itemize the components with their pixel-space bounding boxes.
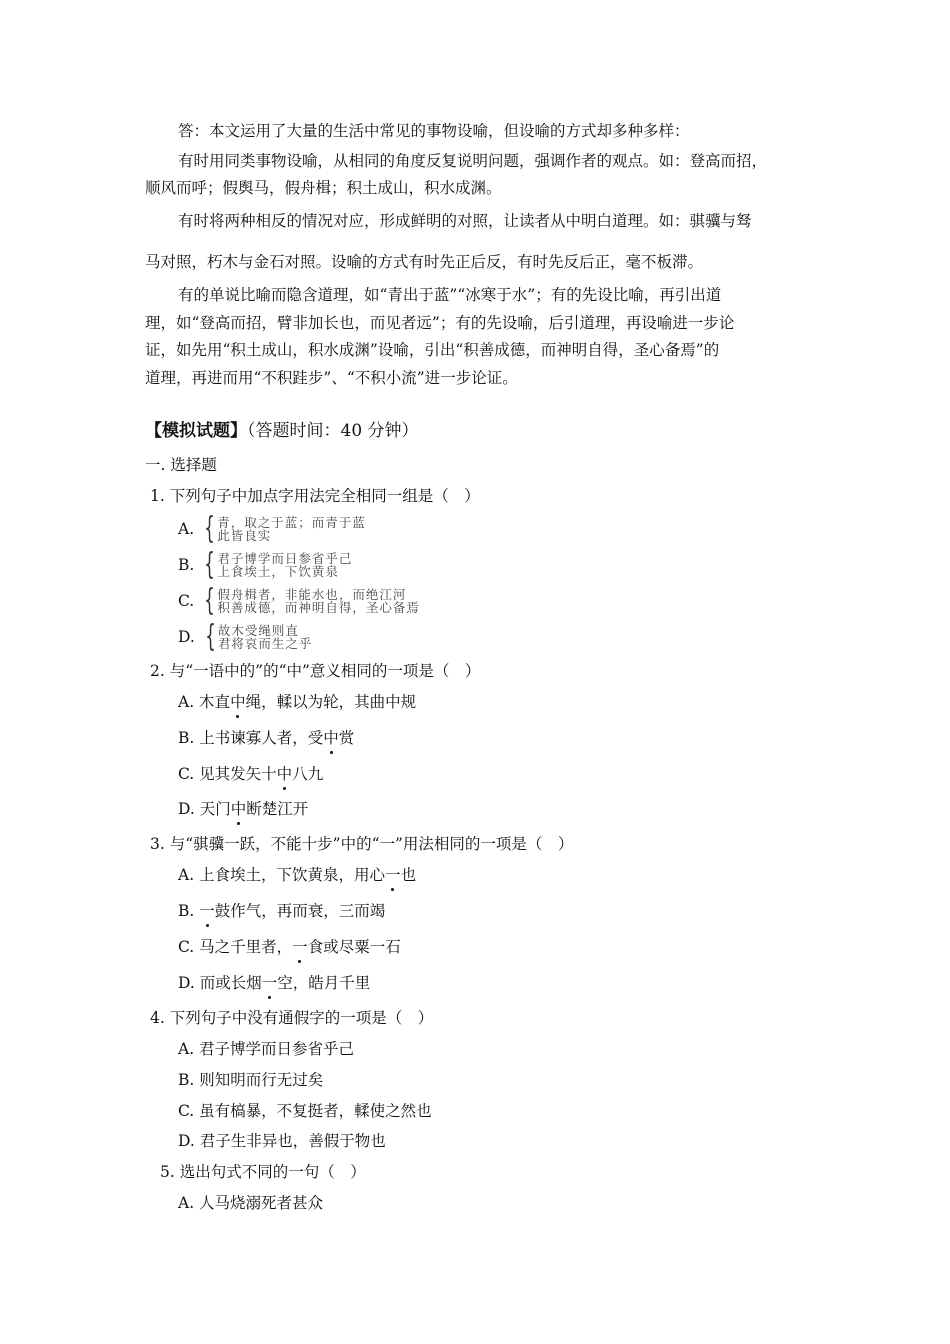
option-line-2: 积善成德，而神明自得，圣心备焉 bbox=[217, 600, 420, 615]
question-1-stem: 1. 下列句子中加点字用法完全相同一组是（ ） bbox=[150, 487, 480, 505]
option-line-1: 假舟楫者，非能水也，而绝江河 bbox=[217, 587, 407, 602]
option-text: 鼓作气，再而衰，三而竭 bbox=[214, 902, 386, 920]
part-heading: 一. 选择题 bbox=[145, 456, 217, 474]
question-3-option-a bbox=[178, 864, 416, 886]
question-2-option-c bbox=[178, 763, 323, 785]
section-title: 【模拟试题】 bbox=[145, 421, 247, 441]
dotted-char: 中 bbox=[230, 800, 247, 818]
dotted-char: 中 bbox=[276, 765, 293, 783]
option-line-2: 君将哀而生之乎 bbox=[217, 636, 313, 651]
answer-paragraph-2-line-1: 有时用同类事物设喻，从相同的角度反复说明问题，强调作者的观点。如：登高而招， bbox=[178, 152, 768, 170]
option-text: C. 见其发矢十 bbox=[178, 765, 277, 783]
question-4-option-a: A. 君子博学而日参省乎己 bbox=[178, 1040, 355, 1058]
brace-icon: { bbox=[204, 511, 215, 546]
option-text: D. 天门 bbox=[178, 800, 231, 818]
option-line-1: 君子博学而日参省乎己 bbox=[217, 551, 353, 566]
option-text: D. 而或长烟 bbox=[178, 974, 262, 992]
section-heading bbox=[145, 420, 419, 442]
option-label: B. bbox=[178, 556, 195, 574]
question-3-option-b bbox=[178, 900, 385, 922]
dotted-char: 一 bbox=[199, 902, 215, 920]
option-text: 断楚江开 bbox=[246, 800, 309, 818]
dotted-char: 一 bbox=[292, 938, 308, 956]
question-2-stem: 2. 与“一语中的”的“中”意义相同的一项是（ ） bbox=[150, 662, 481, 680]
question-2-option-a bbox=[178, 691, 416, 713]
option-text: B. bbox=[178, 902, 200, 920]
brace-icon: { bbox=[204, 547, 216, 582]
dotted-char: 中 bbox=[323, 729, 339, 747]
option-lines bbox=[217, 552, 352, 578]
option-text: B. 上书谏寡人者，受 bbox=[178, 729, 324, 747]
question-1-option-d bbox=[178, 619, 313, 654]
answer-paragraph-3-line-1: 有时将两种相反的情况对应，形成鲜明的对照，让读者从中明白道理。如：骐骥与驽 bbox=[178, 212, 752, 230]
option-text: A. 木直 bbox=[178, 693, 231, 711]
dotted-char: 中 bbox=[230, 693, 246, 711]
question-3-stem: 3. 与“骐骥一跃，不能十步”中的“一”用法相同的一项是（ ） bbox=[150, 835, 574, 853]
option-label: D. bbox=[178, 628, 195, 646]
option-line-2: 此皆良实 bbox=[217, 528, 272, 543]
brace-icon: { bbox=[204, 583, 216, 618]
answer-paragraph-4-line-4: 道理，再进而用“不积跬步”、“不积小流”进一步论证。 bbox=[145, 369, 518, 387]
question-4-stem: 4. 下列句子中没有通假字的一项是（ ） bbox=[150, 1009, 434, 1027]
question-4-option-b: B. 则知明而行无过矣 bbox=[178, 1071, 324, 1089]
question-3-option-d bbox=[178, 972, 370, 994]
question-2-option-d bbox=[178, 798, 308, 820]
option-line-2: 上食埃土，下饮黄泉 bbox=[217, 564, 339, 579]
option-lines bbox=[217, 516, 366, 542]
option-text: 食或尽粟一石 bbox=[307, 938, 401, 956]
question-3-option-c bbox=[178, 936, 401, 958]
option-text: 也 bbox=[400, 866, 417, 884]
option-text: A. 上食埃土，下饮黄泉，用心 bbox=[178, 866, 386, 884]
answer-paragraph-2-line-2: 顺风而呼；假舆马，假舟楫；积土成山，积水成渊。 bbox=[145, 179, 502, 197]
answer-paragraph-3-line-2: 马对照，朽木与金石对照。设喻的方式有时先正后反，有时先反后正，毫不板滞。 bbox=[145, 253, 704, 271]
question-5-stem: 5. 选出句式不同的一句（ ） bbox=[160, 1163, 366, 1181]
option-label: A. bbox=[178, 520, 195, 538]
option-text: 绳，輮以为轮，其曲中规 bbox=[245, 693, 417, 711]
option-lines bbox=[218, 624, 313, 650]
option-text: C. 马之千里者， bbox=[178, 938, 293, 956]
dotted-char: 一 bbox=[385, 866, 401, 884]
question-1-option-b bbox=[178, 547, 353, 582]
dotted-char: 一 bbox=[261, 974, 278, 992]
question-4-option-c: C. 虽有槁暴，不复挺者，輮使之然也 bbox=[178, 1102, 432, 1120]
option-line-1: 青，取之于蓝；而青于蓝 bbox=[217, 515, 366, 530]
option-text: 八九 bbox=[292, 765, 324, 783]
option-text: 赏 bbox=[338, 729, 355, 747]
question-1-option-c bbox=[178, 583, 420, 618]
answer-paragraph-1: 答：本文运用了大量的生活中常见的事物设喻，但设喻的方式却多种多样： bbox=[178, 122, 690, 140]
option-label: C. bbox=[178, 592, 195, 610]
question-1-option-a bbox=[178, 511, 366, 546]
option-lines bbox=[217, 588, 420, 614]
answer-paragraph-4-line-3: 证，如先用“积土成山，积水成渊”设喻，引出“积善成德，而神明自得，圣心备焉”的 bbox=[145, 341, 720, 359]
option-line-1: 故木受绳则直 bbox=[217, 623, 299, 638]
option-text: 空，皓月千里 bbox=[277, 974, 371, 992]
section-time: （答题时间：40 分钟） bbox=[247, 421, 419, 441]
question-5-option-a: A. 人马烧溺死者甚众 bbox=[178, 1194, 324, 1212]
question-4-option-d: D. 君子生非异也，善假于物也 bbox=[178, 1132, 386, 1150]
question-2-option-b bbox=[178, 727, 354, 749]
brace-icon: { bbox=[205, 619, 216, 654]
answer-paragraph-4-line-2: 理，如“登高而招，臂非加长也，而见者远”；有的先设喻，后引道理，再设喻进一步论 bbox=[145, 314, 735, 332]
answer-paragraph-4-line-1: 有的单说比喻而隐含道理，如“青出于蓝”“冰寒于水”；有的先设比喻，再引出道 bbox=[178, 286, 722, 304]
